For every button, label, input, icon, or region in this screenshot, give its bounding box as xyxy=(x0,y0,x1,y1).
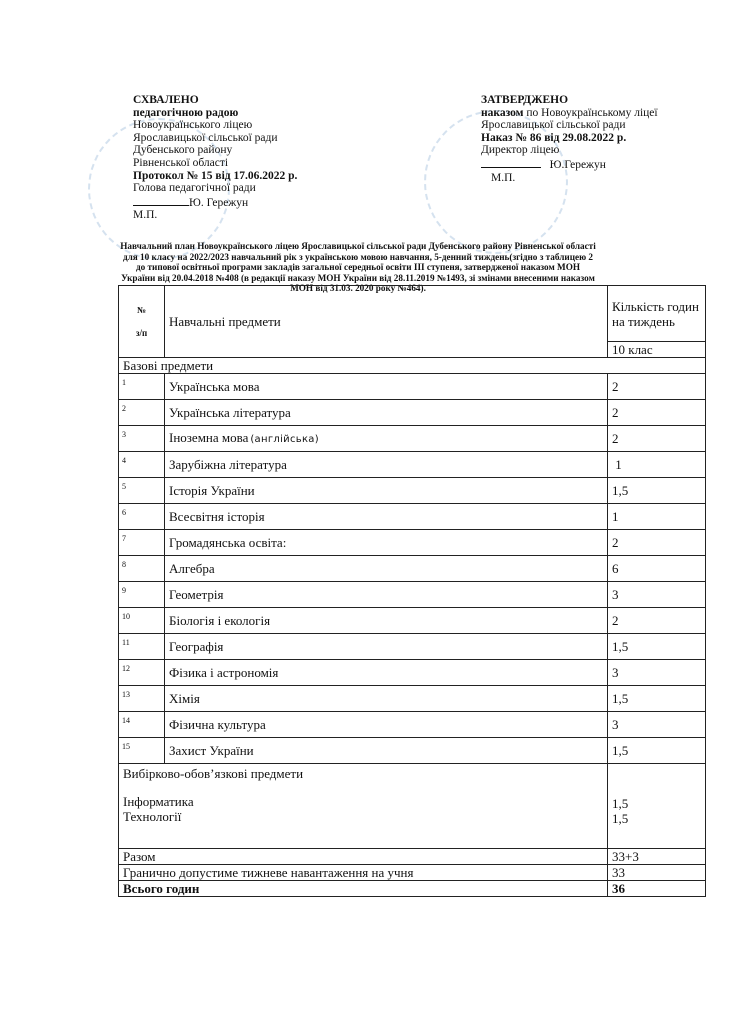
director-name: Ю.Гережун xyxy=(549,158,606,171)
row-number: 5 xyxy=(119,478,165,504)
table-row xyxy=(119,556,706,582)
max-load-value: 33 xyxy=(608,865,706,881)
row-number: 15 xyxy=(119,738,165,764)
subject-rows xyxy=(119,374,706,764)
section-row xyxy=(119,358,706,374)
subject-hours: 6 xyxy=(608,556,706,582)
subject-name: Географія xyxy=(165,634,608,660)
subject-hours: 1 xyxy=(608,504,706,530)
subjects-column-header: Навчальні предмети xyxy=(165,286,608,358)
seal-mark: М.П. xyxy=(491,171,516,184)
order-number: Наказ № 86 від 29.08.2022 р. xyxy=(481,131,627,144)
confirmed-heading: ЗАТВЕРДЖЕНО xyxy=(481,94,569,106)
subject-name: Фізична культура xyxy=(165,712,608,738)
max-load-row xyxy=(119,865,706,881)
head-name: Ю. Гережун xyxy=(189,196,249,209)
table-row xyxy=(119,426,706,452)
row-number: 6 xyxy=(119,504,165,530)
row-number: 7 xyxy=(119,530,165,556)
signature-line xyxy=(133,195,189,206)
table-row xyxy=(119,478,706,504)
total-value: 33+3 xyxy=(608,849,706,865)
row-number: 10 xyxy=(119,608,165,634)
approved-line: Новоукраїнського ліцею xyxy=(133,119,253,132)
total-label: Разом xyxy=(119,849,608,865)
table-row xyxy=(119,660,706,686)
subject-hours: 1 xyxy=(608,452,706,478)
plan-title: Навчальний план Новоукраїнського ліцею Ярославицької сільської ради Дубенського району Рівненської області для 10 класу на 2022/2023 навчальний рік з українською мовою навчання, 5-денний тиждень(згідно з таблицею 2 до типової освітньої програми закладів загальної середньої освіти ІІІ ступеня, затвердженої наказом МОН України від 20.04.2018 №408 (в редакції наказу МОН України від 28.11.2019 №1493, зі змінами внесеними наказом МОН від 31.03. 2020 року №464). xyxy=(120,241,596,294)
row-number: 9 xyxy=(119,582,165,608)
subject-hours: 1,5 xyxy=(608,738,706,764)
subject-name: Алгебра xyxy=(165,556,608,582)
subject-hours: 1,5 xyxy=(608,634,706,660)
subject-hours: 2 xyxy=(608,530,706,556)
table-row xyxy=(119,400,706,426)
subject-name: Зарубіжна література xyxy=(165,452,608,478)
subject-name: Українська література xyxy=(165,400,608,426)
table-header-row xyxy=(119,286,706,342)
approved-heading: СХВАЛЕНО xyxy=(133,94,199,106)
subject-hours: 3 xyxy=(608,582,706,608)
approved-line: Дубенського району xyxy=(133,144,233,157)
row-number: 8 xyxy=(119,556,165,582)
subject-hours: 2 xyxy=(608,608,706,634)
approved-line: Ярославицької сільської ради xyxy=(133,131,278,144)
confirmed-line: Ярославицької сільської ради xyxy=(481,119,626,132)
subject-name: Хімія xyxy=(165,686,608,712)
subject-name: Захист України xyxy=(165,738,608,764)
row-number: 1 xyxy=(119,374,165,400)
all-hours-value: 36 xyxy=(608,881,706,897)
row-number: 4 xyxy=(119,452,165,478)
subject-name: Громадянська освіта: xyxy=(165,530,608,556)
table-row xyxy=(119,686,706,712)
table-row xyxy=(119,738,706,764)
all-hours-row xyxy=(119,881,706,897)
max-load-label: Гранично допустиме тижневе навантаження на учня xyxy=(119,865,608,881)
subject-hours: 2 xyxy=(608,400,706,426)
row-number: 11 xyxy=(119,634,165,660)
section-base-label: Базові предмети xyxy=(119,358,706,374)
row-number: 13 xyxy=(119,686,165,712)
confirmation-block xyxy=(481,94,731,184)
table-row xyxy=(119,374,706,400)
table-row xyxy=(119,712,706,738)
optional-subjects: Вибірково-обов’язкові предмети Інформатика Технології xyxy=(119,764,608,849)
head-label: Голова педагогічної ради xyxy=(133,182,256,195)
table-row xyxy=(119,582,706,608)
subject-name: Всесвітня історія xyxy=(165,504,608,530)
handwritten-note: (англійська) xyxy=(250,434,319,445)
row-number: 12 xyxy=(119,660,165,686)
subject-name: Іноземна мова (англійська) xyxy=(165,426,608,452)
table-row xyxy=(119,452,706,478)
subject-name: Українська мова xyxy=(165,374,608,400)
row-number: 2 xyxy=(119,400,165,426)
curriculum-table xyxy=(118,285,706,897)
all-hours-label: Всього годин xyxy=(119,881,608,897)
subject-hours: 3 xyxy=(608,660,706,686)
order-word: наказом xyxy=(481,106,524,119)
row-number: 3 xyxy=(119,426,165,452)
subject-hours: 2 xyxy=(608,374,706,400)
total-row xyxy=(119,849,706,865)
number-column-header: № з/п xyxy=(119,286,165,358)
director-label: Директор ліцею xyxy=(481,144,560,157)
subject-hours: 2 xyxy=(608,426,706,452)
table-row xyxy=(119,608,706,634)
subject-name: Біологія і екологія xyxy=(165,608,608,634)
seal-mark: М.П. xyxy=(133,209,158,222)
confirmed-line: по Новоукраїнському ліцеї xyxy=(526,106,658,119)
table-row xyxy=(119,634,706,660)
subject-name: Фізика і астрономія xyxy=(165,660,608,686)
row-number: 14 xyxy=(119,712,165,738)
table-row xyxy=(119,504,706,530)
approved-line: Рівненської області xyxy=(133,156,229,169)
optional-row xyxy=(119,764,706,849)
approved-line: педагогічною радою xyxy=(133,106,239,119)
class-column-header: 10 клас xyxy=(608,342,706,358)
signature-line xyxy=(481,157,541,168)
optional-hours: 1,5 1,5 xyxy=(608,764,706,849)
subject-name: Геометрія xyxy=(165,582,608,608)
approval-block xyxy=(133,94,433,222)
table-row xyxy=(119,530,706,556)
subject-hours: 1,5 xyxy=(608,686,706,712)
protocol-number: Протокол № 15 від 17.06.2022 р. xyxy=(133,169,298,182)
subject-hours: 1,5 xyxy=(608,478,706,504)
hours-column-header: Кількість годин на тиждень xyxy=(608,286,706,342)
subject-hours: 3 xyxy=(608,712,706,738)
subject-name: Історія України xyxy=(165,478,608,504)
